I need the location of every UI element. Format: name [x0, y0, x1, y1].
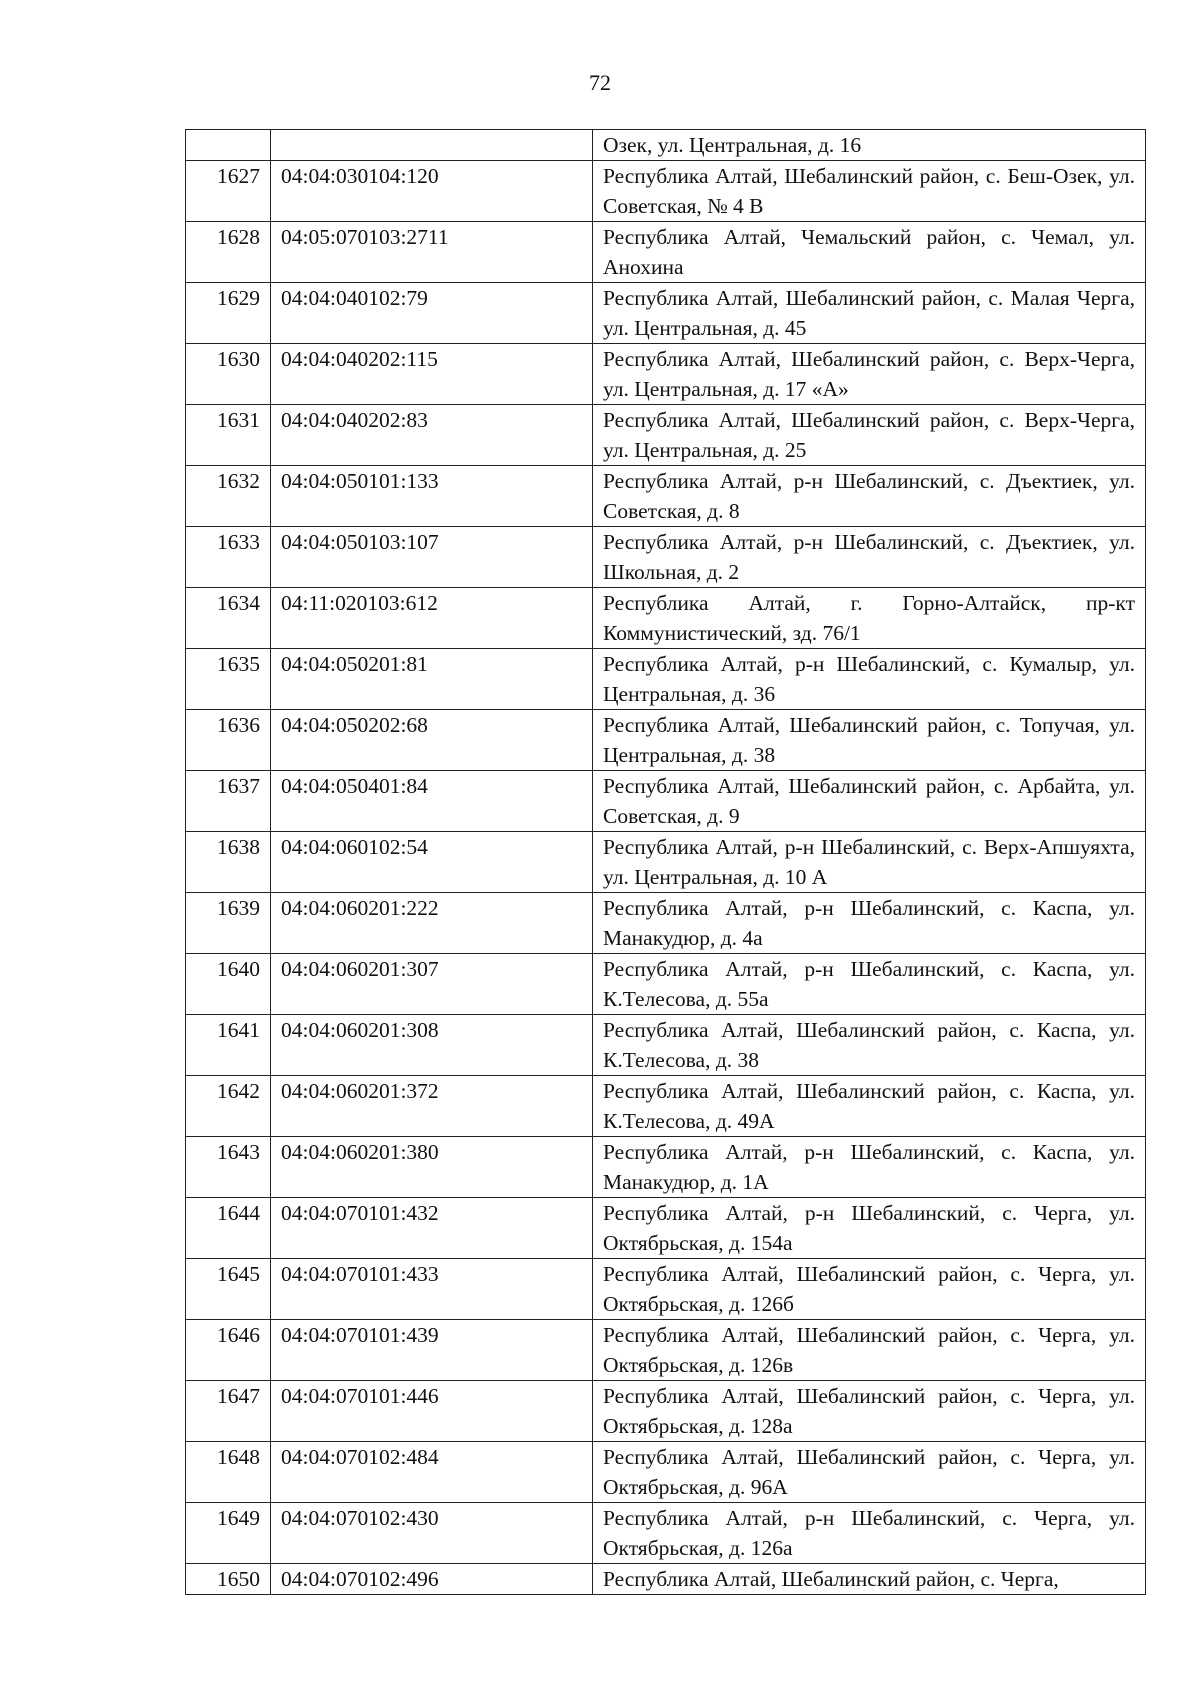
table-row: [186, 1442, 1146, 1503]
table-row: [186, 649, 1146, 710]
row-number: 1646: [186, 1320, 271, 1381]
row-number: 1640: [186, 954, 271, 1015]
row-number: 1637: [186, 771, 271, 832]
address: Республика Алтай, Шебалинский район, с. Каспа, ул. К.Телесова, д. 49А: [593, 1076, 1146, 1137]
address: Республика Алтай, Шебалинский район, с. Черга,: [593, 1564, 1146, 1595]
row-number: 1633: [186, 527, 271, 588]
row-number: 1631: [186, 405, 271, 466]
address: Республика Алтай, р-н Шебалинский, с. Дъектиек, ул. Школьная, д. 2: [593, 527, 1146, 588]
cadastral-number: 04:04:060201:308: [271, 1015, 593, 1076]
address: Республика Алтай, Шебалинский район, с. Малая Черга, ул. Центральная, д. 45: [593, 283, 1146, 344]
row-number: 1628: [186, 222, 271, 283]
row-number: 1644: [186, 1198, 271, 1259]
row-number: [186, 130, 271, 161]
cadastral-number: [271, 130, 593, 161]
registry-table-body: [186, 130, 1146, 1595]
cadastral-number: 04:04:050101:133: [271, 466, 593, 527]
table-row: [186, 222, 1146, 283]
row-number: 1648: [186, 1442, 271, 1503]
row-number: 1641: [186, 1015, 271, 1076]
row-number: 1645: [186, 1259, 271, 1320]
cadastral-number: 04:04:060201:307: [271, 954, 593, 1015]
address: Республика Алтай, г. Горно-Алтайск, пр-кт Коммунистический, зд. 76/1: [593, 588, 1146, 649]
address: Республика Алтай, Шебалинский район, с. Каспа, ул. К.Телесова, д. 38: [593, 1015, 1146, 1076]
table-row: [186, 710, 1146, 771]
table-row: [186, 771, 1146, 832]
cadastral-number: 04:04:050202:68: [271, 710, 593, 771]
table-row: [186, 405, 1146, 466]
row-number: 1629: [186, 283, 271, 344]
cadastral-number: 04:04:040202:115: [271, 344, 593, 405]
cadastral-number: 04:04:070101:432: [271, 1198, 593, 1259]
address: Республика Алтай, р-н Шебалинский, с. Каспа, ул. Манакудюр, д. 1А: [593, 1137, 1146, 1198]
cadastral-number: 04:04:070102:430: [271, 1503, 593, 1564]
row-number: 1638: [186, 832, 271, 893]
row-number: 1627: [186, 161, 271, 222]
table-row: [186, 588, 1146, 649]
row-number: 1649: [186, 1503, 271, 1564]
table-row: [186, 893, 1146, 954]
cadastral-number: 04:04:070101:433: [271, 1259, 593, 1320]
address: Республика Алтай, р-н Шебалинский, с. Каспа, ул. К.Телесова, д. 55а: [593, 954, 1146, 1015]
row-number: 1647: [186, 1381, 271, 1442]
address: Республика Алтай, Шебалинский район, с. Верх-Черга, ул. Центральная, д. 17 «А»: [593, 344, 1146, 405]
cadastral-number: 04:05:070103:2711: [271, 222, 593, 283]
cadastral-number: 04:04:050401:84: [271, 771, 593, 832]
table-row: [186, 1503, 1146, 1564]
cadastral-number: 04:04:060201:380: [271, 1137, 593, 1198]
cadastral-number: 04:04:050201:81: [271, 649, 593, 710]
address: Республика Алтай, р-н Шебалинский, с. Верх-Апшуяхта, ул. Центральная, д. 10 А: [593, 832, 1146, 893]
cadastral-number: 04:04:030104:120: [271, 161, 593, 222]
cadastral-number: 04:04:070101:439: [271, 1320, 593, 1381]
row-number: 1630: [186, 344, 271, 405]
address: Республика Алтай, Шебалинский район, с. Верх-Черга, ул. Центральная, д. 25: [593, 405, 1146, 466]
address: Республика Алтай, р-н Шебалинский, с. Черга, ул. Октябрьская, д. 154а: [593, 1198, 1146, 1259]
row-number: 1634: [186, 588, 271, 649]
address: Республика Алтай, р-н Шебалинский, с. Дъектиек, ул. Советская, д. 8: [593, 466, 1146, 527]
address: Республика Алтай, р-н Шебалинский, с. Кумалыр, ул. Центральная, д. 36: [593, 649, 1146, 710]
table-row: [186, 1381, 1146, 1442]
address: Республика Алтай, Шебалинский район, с. Черга, ул. Октябрьская, д. 126б: [593, 1259, 1146, 1320]
table-row: [186, 1564, 1146, 1595]
address: Республика Алтай, Шебалинский район, с. Беш-Озек, ул. Советская, № 4 В: [593, 161, 1146, 222]
cadastral-number: 04:04:040202:83: [271, 405, 593, 466]
address: Республика Алтай, Шебалинский район, с. Черга, ул. Октябрьская, д. 96А: [593, 1442, 1146, 1503]
table-row: [186, 130, 1146, 161]
table-row: [186, 1137, 1146, 1198]
row-number: 1642: [186, 1076, 271, 1137]
cadastral-number: 04:04:040102:79: [271, 283, 593, 344]
address: Озек, ул. Центральная, д. 16: [593, 130, 1146, 161]
table-row: [186, 466, 1146, 527]
row-number: 1643: [186, 1137, 271, 1198]
cadastral-number: 04:04:060201:222: [271, 893, 593, 954]
row-number: 1639: [186, 893, 271, 954]
table-row: [186, 1076, 1146, 1137]
table-row: [186, 954, 1146, 1015]
address: Республика Алтай, Чемальский район, с. Чемал, ул. Анохина: [593, 222, 1146, 283]
cadastral-number: 04:04:070102:496: [271, 1564, 593, 1595]
cadastral-number: 04:04:060102:54: [271, 832, 593, 893]
cadastral-number: 04:04:060201:372: [271, 1076, 593, 1137]
table-row: [186, 527, 1146, 588]
row-number: 1650: [186, 1564, 271, 1595]
cadastral-number: 04:04:050103:107: [271, 527, 593, 588]
row-number: 1635: [186, 649, 271, 710]
table-row: [186, 1198, 1146, 1259]
table-row: [186, 1320, 1146, 1381]
table-row: [186, 283, 1146, 344]
table-row: [186, 832, 1146, 893]
cadastral-number: 04:04:070102:484: [271, 1442, 593, 1503]
table-row: [186, 1259, 1146, 1320]
table-row: [186, 1015, 1146, 1076]
address: Республика Алтай, Шебалинский район, с. Черга, ул. Октябрьская, д. 128а: [593, 1381, 1146, 1442]
row-number: 1636: [186, 710, 271, 771]
cadastral-number: 04:04:070101:446: [271, 1381, 593, 1442]
row-number: 1632: [186, 466, 271, 527]
registry-table: [185, 129, 1146, 1595]
address: Республика Алтай, р-н Шебалинский, с. Черга, ул. Октябрьская, д. 126а: [593, 1503, 1146, 1564]
address: Республика Алтай, Шебалинский район, с. Черга, ул. Октябрьская, д. 126в: [593, 1320, 1146, 1381]
table-row: [186, 161, 1146, 222]
address: Республика Алтай, Шебалинский район, с. Топучая, ул. Центральная, д. 38: [593, 710, 1146, 771]
address: Республика Алтай, р-н Шебалинский, с. Каспа, ул. Манакудюр, д. 4а: [593, 893, 1146, 954]
page-number: 72: [589, 70, 611, 95]
address: Республика Алтай, Шебалинский район, с. Арбайта, ул. Советская, д. 9: [593, 771, 1146, 832]
cadastral-number: 04:11:020103:612: [271, 588, 593, 649]
table-row: [186, 344, 1146, 405]
